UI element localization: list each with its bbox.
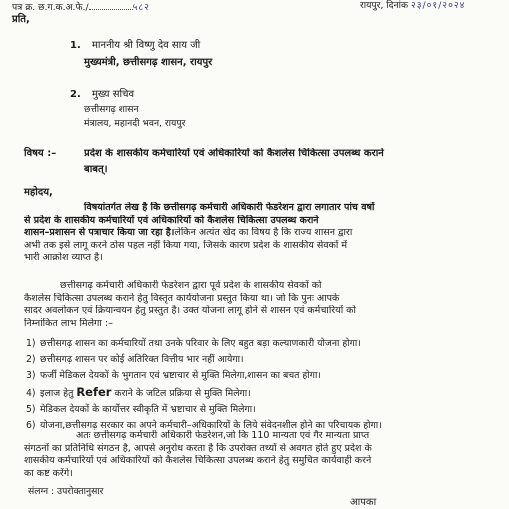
paragraph-1-line-5: भारी आक्रोश व्याप्त है। — [24, 252, 103, 264]
recipient-1-number: 1. — [70, 40, 81, 51]
subject-label: विषय :– — [24, 148, 57, 159]
paragraph-3-line-3: शासकीय कर्मचारियों एवं अधिकारियों को कैशलेस चिकित्सा उपलब्ध कराने हेतु समुचित कार्यवाही करने — [24, 455, 372, 467]
list-item: 4) इलाज हेतु Refer कराने के जटिल प्रक्रिया से मुक्ति मिलेगा। — [26, 385, 251, 399]
reference-number — [12, 0, 150, 13]
paragraph-3-line-1: अतः छत्तीसगढ़ कर्मचारी अधिकारी फेडरेशन,जो कि 110 मान्यता एवं गैर मान्यता प्राप्त — [76, 430, 370, 441]
recipient-1-name: माननीय श्री विष्णु देव साय जी — [91, 40, 201, 51]
paragraph-2 — [24, 280, 476, 330]
subject-line-1: प्रदेश के शासकीय कर्मचारियों एवं अधिकारियों को कैशलेस चिकित्सा उपलब्ध कराने — [84, 148, 384, 159]
list-item: 6) योजना,छत्तीसगढ़ सरकार का अपने कर्मचारी–अधिकारियों के लिये संवेदनशील होने का परिचायक होगा। — [26, 420, 382, 431]
list-item: 1) छत्तीसगढ़ शासन का कर्मचारियों तथा उनके परिवार के लिए बहुत बड़ा कल्याणकारी योजना होगा। — [26, 338, 361, 349]
recipient-2-name: मुख्य सचिव — [91, 89, 135, 100]
recipient-1 — [70, 40, 200, 52]
date-handwritten: २३/०१/२०२४ — [411, 0, 466, 11]
refer-highlight: Refer — [76, 385, 112, 399]
paragraph-2-line-2: कैशलेस चिकित्सा उपलब्ध कराने हेतु विस्तृत कार्ययोजना प्रस्तुत किया था। जो कि पुनः आपके — [24, 292, 340, 304]
paragraph-1-line-3b: लेकिन अत्यंत खेद का विषय है कि राज्य शासन द्वारा — [174, 227, 353, 239]
paragraph-2-line-1: छत्तीसगढ़ कर्मचारी अधिकारी फेडरेशन द्वारा पूर्व प्रदेश के शासकीय सेवकों को — [60, 280, 322, 291]
reference-number-handwritten: ५८२ — [132, 2, 150, 13]
paragraph-1 — [24, 202, 476, 265]
recipient-2-line3: मंत्रालय, महानदी भवन, रायपुर — [84, 118, 186, 129]
paragraph-3-line-4: का कष्ट करेंगे। — [24, 467, 73, 479]
paragraph-3 — [24, 430, 476, 480]
list-item: 2) छत्तीसगढ़ शासन पर कोई अतिरिक्त वित्तीय भार नहीं आयेगा। — [26, 354, 244, 365]
recipient-2 — [70, 89, 134, 101]
recipient-2-line2: छत्तीसगढ़ शासन — [84, 104, 139, 115]
list-item: 5) मेडिकल देयकों के कार्योत्तर स्वीकृति में भ्रष्टाचार से मुक्ति मिलेगा। — [26, 404, 256, 415]
reference-prefix: पत्र क्र. छ.ग.क.अ.फे./ — [12, 2, 89, 13]
greeting: महोदय, — [24, 187, 53, 198]
list-item: 3) फर्जी मेडिकल देयकों के भुगतान एवं भ्रष्टाचार से मुक्ति मिलेगा,शासन का बचत होगा। — [26, 370, 321, 381]
closing: आपका — [350, 497, 377, 508]
paragraph-3-line-2: संगठनों का प्रतिनिधि संगठन है, आपसे अनुरोध करता है कि उपरोक्त तथ्यों से अवगत होते हुए प्रदेश के — [24, 442, 372, 454]
place-date — [360, 0, 465, 11]
recipient-2-number: 2. — [70, 89, 81, 100]
salutation-to: प्रति, — [12, 14, 30, 25]
subject-line-2: बाबत्। — [84, 164, 108, 175]
paragraph-1-line-1: विषयांतर्गत लेख है कि छत्तीसगढ़ कर्मचारी अधिकारी फेडरेशन द्वारा लगातार पांच वर्षो — [84, 202, 375, 213]
recipient-1-title: मुख्यमंत्री, छत्तीसगढ़ शासन, रायपुर — [84, 57, 213, 68]
place-date-label: रायपुर, दिनांक — [360, 0, 409, 11]
paragraph-2-line-4: निम्नांकित लाभ मिलेगा :– — [24, 317, 113, 329]
enclosure: संलग्न : उपरोक्तानुसार — [28, 486, 104, 497]
paragraph-1-line-3a: शासन–प्रशासन से पत्राचार किया जा रहा है। — [24, 227, 175, 239]
paragraph-1-line-2: से प्रदेश के शासकीय कर्मचारियों एवं अधिकारियों को कैशलेस चिकित्सा उपलब्ध कराने — [24, 214, 319, 226]
benefits-list — [26, 336, 382, 434]
paragraph-2-line-3: सादर अवलोकन एवं क्रियान्वयन हेतु प्रस्तुत है। उक्त योजना लागू होने से शासन एवं कर्मचारियों को — [24, 305, 356, 317]
paragraph-1-line-4: अभी तक इसे लागू करने ठोस पहल नहीं किया गया, जिसके कारण प्रदेश के शासकीय सेवकों में — [24, 239, 348, 251]
